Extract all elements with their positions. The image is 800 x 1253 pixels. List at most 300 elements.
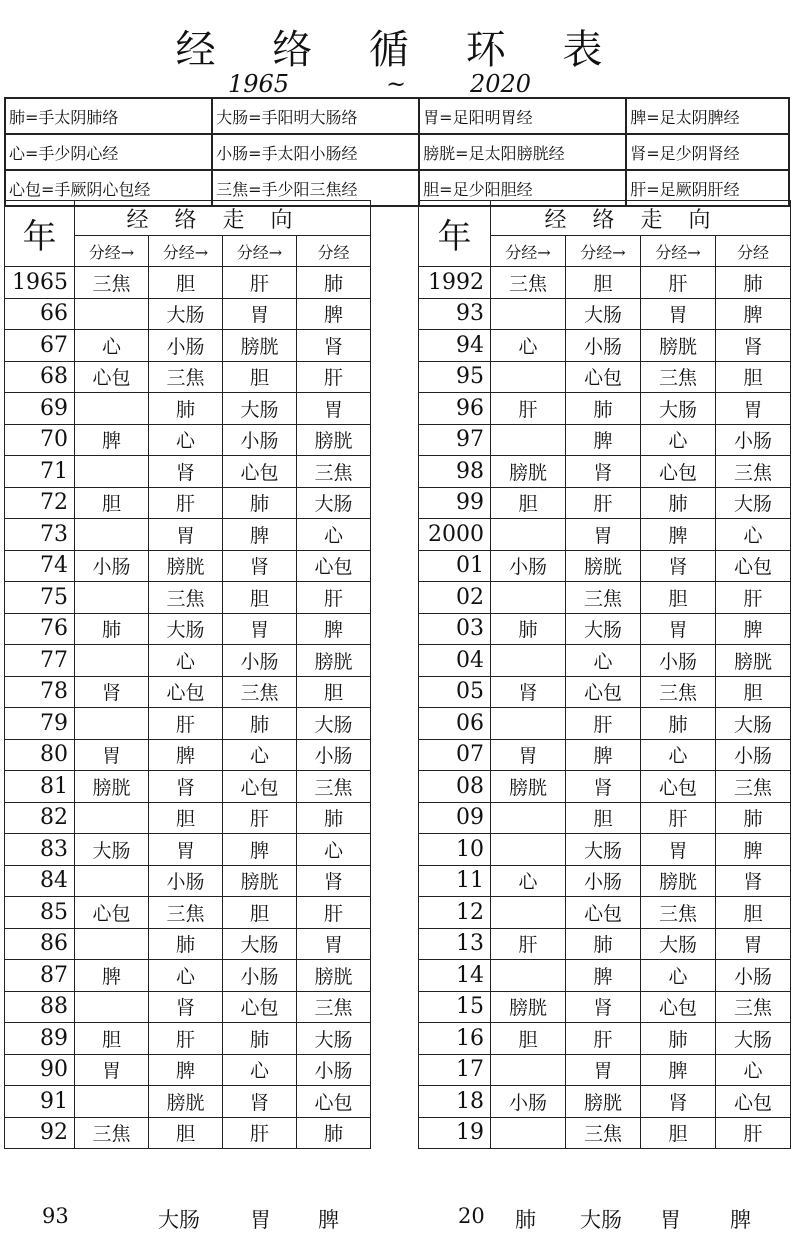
meridian-cell: 大肠 xyxy=(297,708,371,740)
meridian-cell: 胆 xyxy=(75,1023,149,1055)
meridian-cell: 心 xyxy=(297,834,371,866)
year-cell: 81 xyxy=(5,771,75,803)
meridian-cell xyxy=(491,802,566,834)
year-cell: 01 xyxy=(419,550,491,582)
meridian-cell: 胃 xyxy=(566,1054,641,1086)
meridian-cell xyxy=(491,424,566,456)
year-cell: 76 xyxy=(5,613,75,645)
year-cell: 90 xyxy=(5,1054,75,1086)
year-cell: 69 xyxy=(5,393,75,425)
meridian-cell: 肾 xyxy=(566,771,641,803)
meridian-cell: 肝 xyxy=(716,582,791,614)
meridian-cell: 三焦 xyxy=(641,676,716,708)
meridian-cell: 心 xyxy=(223,739,297,771)
meridian-cell: 大肠 xyxy=(223,928,297,960)
meridian-cell: 心包 xyxy=(716,550,791,582)
meridian-cell: 心 xyxy=(641,960,716,992)
sub-header: 分经→ xyxy=(641,236,716,267)
sub-header: 分经→ xyxy=(149,236,223,267)
meridian-cell: 膀胱 xyxy=(297,645,371,677)
meridian-cell: 肝 xyxy=(716,1117,791,1149)
legend-cell: 胃=足阳明胃经 xyxy=(419,98,626,134)
meridian-cell: 心包 xyxy=(297,550,371,582)
year-cell: 72 xyxy=(5,487,75,519)
meridian-cell: 胆 xyxy=(641,582,716,614)
meridian-cell: 膀胱 xyxy=(566,550,641,582)
meridian-cell: 脾 xyxy=(223,834,297,866)
meridian-cell: 胃 xyxy=(641,613,716,645)
table-row xyxy=(419,298,791,330)
year-cell: 77 xyxy=(5,645,75,677)
table-row xyxy=(5,1023,371,1055)
meridian-cell: 肾 xyxy=(297,330,371,362)
meridian-cell: 胆 xyxy=(491,487,566,519)
meridian-cell: 脾 xyxy=(75,424,149,456)
meridian-cell: 脾 xyxy=(566,739,641,771)
table-row xyxy=(5,550,371,582)
table-row xyxy=(5,739,371,771)
table-row xyxy=(419,739,791,771)
table-row xyxy=(419,613,791,645)
footer-cell: 脾 xyxy=(318,1208,339,1232)
table-row xyxy=(419,928,791,960)
meridian-cell: 三焦 xyxy=(75,1117,149,1149)
legend-cell: 大肠=手阳明大肠络 xyxy=(212,98,419,134)
meridian-cell xyxy=(75,456,149,488)
meridian-cell: 胃 xyxy=(75,739,149,771)
meridian-cell: 肝 xyxy=(223,802,297,834)
meridian-cell: 心 xyxy=(716,1054,791,1086)
meridian-cell: 三焦 xyxy=(149,582,223,614)
footer-cell: 大肠 xyxy=(158,1208,200,1232)
year-cell: 93 xyxy=(419,298,491,330)
meridian-cell: 肺 xyxy=(716,267,791,299)
table-row xyxy=(5,456,371,488)
meridian-cell: 肝 xyxy=(297,897,371,929)
meridian-cell: 心包 xyxy=(566,897,641,929)
meridian-cell: 胃 xyxy=(75,1054,149,1086)
meridian-cell xyxy=(491,1054,566,1086)
meridian-cell: 小肠 xyxy=(149,865,223,897)
meridian-cell: 胃 xyxy=(641,298,716,330)
meridian-cell: 三焦 xyxy=(149,897,223,929)
year-cell: 08 xyxy=(419,771,491,803)
meridian-cell: 肾 xyxy=(566,991,641,1023)
meridian-cell: 肺 xyxy=(641,1023,716,1055)
meridian-cell: 膀胱 xyxy=(566,1086,641,1118)
legend-cell: 心包=手厥阴心包经 xyxy=(5,170,212,206)
table-row xyxy=(419,802,791,834)
table-row xyxy=(5,487,371,519)
year-cell: 73 xyxy=(5,519,75,551)
meridian-cell: 心 xyxy=(75,330,149,362)
meridian-cell: 脾 xyxy=(149,1054,223,1086)
meridian-cell: 肺 xyxy=(566,393,641,425)
meridian-cell: 心包 xyxy=(223,456,297,488)
meridian-cell: 三焦 xyxy=(75,267,149,299)
footer-cell: 胃 xyxy=(250,1208,271,1232)
table-row xyxy=(419,267,791,299)
meridian-cell: 三焦 xyxy=(491,267,566,299)
year-cell: 68 xyxy=(5,361,75,393)
meridian-cell: 心 xyxy=(491,330,566,362)
year-cell: 75 xyxy=(5,582,75,614)
meridian-cell: 肺 xyxy=(716,802,791,834)
meridian-cell: 胃 xyxy=(566,519,641,551)
meridian-cell: 肝 xyxy=(223,1117,297,1149)
meridian-cell: 胃 xyxy=(149,519,223,551)
meridian-cell: 胆 xyxy=(75,487,149,519)
table-row xyxy=(419,960,791,992)
meridian-cell: 大肠 xyxy=(149,613,223,645)
year-cell: 82 xyxy=(5,802,75,834)
legend-cell: 膀胱=足太阳膀胱经 xyxy=(419,134,626,170)
meridian-cell: 三焦 xyxy=(223,676,297,708)
year-cell: 74 xyxy=(5,550,75,582)
meridian-cell: 心包 xyxy=(75,361,149,393)
meridian-cell: 小肠 xyxy=(223,960,297,992)
meridian-cell: 肺 xyxy=(223,487,297,519)
meridian-cell: 膀胱 xyxy=(641,330,716,362)
legend-cell: 心=手少阴心经 xyxy=(5,134,212,170)
end-year: 2020 xyxy=(470,70,532,98)
meridian-cell: 小肠 xyxy=(716,424,791,456)
meridian-cell: 肺 xyxy=(491,613,566,645)
year-cell: 15 xyxy=(419,991,491,1023)
meridian-cell xyxy=(75,928,149,960)
table-row xyxy=(5,802,371,834)
meridian-cell xyxy=(491,1117,566,1149)
footer-cell: 脾 xyxy=(730,1208,751,1232)
meridian-cell xyxy=(491,960,566,992)
meridian-cell: 肝 xyxy=(641,267,716,299)
table-row xyxy=(5,1086,371,1118)
meridian-cell: 膀胱 xyxy=(716,645,791,677)
table-row xyxy=(419,361,791,393)
table-row xyxy=(419,487,791,519)
meridian-cell: 肾 xyxy=(491,676,566,708)
table-row xyxy=(5,708,371,740)
year-cell: 16 xyxy=(419,1023,491,1055)
meridian-cell: 大肠 xyxy=(566,834,641,866)
meridian-cell: 胆 xyxy=(149,802,223,834)
meridian-cell: 心 xyxy=(149,424,223,456)
meridian-cell: 膀胱 xyxy=(491,456,566,488)
meridian-cell: 小肠 xyxy=(566,865,641,897)
meridian-cell: 小肠 xyxy=(297,1054,371,1086)
table-row xyxy=(5,771,371,803)
table-row xyxy=(5,1117,371,1149)
legend-cell: 小肠=手太阳小肠经 xyxy=(212,134,419,170)
year-cell: 07 xyxy=(419,739,491,771)
meridian-cell: 大肠 xyxy=(641,928,716,960)
year-cell: 13 xyxy=(419,928,491,960)
meridian-cell: 胃 xyxy=(716,393,791,425)
meridian-cell: 膀胱 xyxy=(223,865,297,897)
meridian-cell: 心包 xyxy=(149,676,223,708)
meridian-cell: 大肠 xyxy=(297,1023,371,1055)
meridian-cell xyxy=(75,582,149,614)
meridian-cell: 小肠 xyxy=(641,645,716,677)
meridian-legend xyxy=(4,97,790,207)
meridian-cell: 脾 xyxy=(716,834,791,866)
meridian-cell: 肝 xyxy=(149,708,223,740)
year-cell: 98 xyxy=(419,456,491,488)
table-row xyxy=(419,1054,791,1086)
meridian-cell: 心 xyxy=(223,1054,297,1086)
year-cell: 97 xyxy=(419,424,491,456)
meridian-cell: 肝 xyxy=(491,928,566,960)
meridian-cell: 脾 xyxy=(297,613,371,645)
footer-cell: 大肠 xyxy=(580,1208,622,1232)
table-row xyxy=(5,582,371,614)
meridian-cell: 胆 xyxy=(716,361,791,393)
meridian-cell: 胃 xyxy=(491,739,566,771)
meridian-cell: 胃 xyxy=(716,928,791,960)
sub-header: 分经→ xyxy=(75,236,149,267)
table-row xyxy=(419,771,791,803)
meridian-cell: 肾 xyxy=(641,550,716,582)
table-row xyxy=(419,456,791,488)
flow-header: 经络走向 xyxy=(491,201,791,236)
table-row xyxy=(5,928,371,960)
year-cell: 17 xyxy=(419,1054,491,1086)
year-cell: 67 xyxy=(5,330,75,362)
meridian-cell xyxy=(491,582,566,614)
meridian-cell: 胆 xyxy=(223,582,297,614)
table-row xyxy=(5,991,371,1023)
meridian-cell: 心包 xyxy=(641,456,716,488)
meridian-cell: 胆 xyxy=(716,676,791,708)
start-year: 1965 xyxy=(228,70,290,98)
meridian-cell: 胆 xyxy=(566,802,641,834)
table-row xyxy=(5,361,371,393)
year-cell: 92 xyxy=(5,1117,75,1149)
meridian-cell: 肾 xyxy=(223,1086,297,1118)
meridian-cell: 大肠 xyxy=(641,393,716,425)
legend-cell: 胆=足少阳胆经 xyxy=(419,170,626,206)
year-cell: 85 xyxy=(5,897,75,929)
meridian-cell: 肺 xyxy=(297,802,371,834)
meridian-cell xyxy=(491,519,566,551)
meridian-cell xyxy=(75,802,149,834)
meridian-cell: 肾 xyxy=(641,1086,716,1118)
meridian-cell: 肾 xyxy=(149,771,223,803)
year-cell: 84 xyxy=(5,865,75,897)
meridian-cell: 大肠 xyxy=(566,298,641,330)
meridian-cell: 小肠 xyxy=(716,739,791,771)
meridian-cell: 小肠 xyxy=(566,330,641,362)
meridian-cell xyxy=(75,393,149,425)
meridian-cell xyxy=(75,708,149,740)
year-cell: 06 xyxy=(419,708,491,740)
meridian-cell: 心包 xyxy=(75,897,149,929)
meridian-cell: 小肠 xyxy=(223,645,297,677)
meridian-cell: 肝 xyxy=(149,1023,223,1055)
meridian-cell: 心包 xyxy=(297,1086,371,1118)
meridian-cell: 心包 xyxy=(223,991,297,1023)
year-cell: 91 xyxy=(5,1086,75,1118)
sub-header: 分经 xyxy=(716,236,791,267)
meridian-cell: 膀胱 xyxy=(297,960,371,992)
meridian-cell: 脾 xyxy=(641,1054,716,1086)
year-cell: 95 xyxy=(419,361,491,393)
legend-cell: 肝=足厥阴肝经 xyxy=(626,170,789,206)
meridian-cell: 小肠 xyxy=(297,739,371,771)
meridian-cell: 肝 xyxy=(566,487,641,519)
meridian-cell: 胆 xyxy=(223,361,297,393)
meridian-cell: 脾 xyxy=(223,519,297,551)
meridian-cell: 心 xyxy=(641,739,716,771)
table-row xyxy=(5,960,371,992)
table-row xyxy=(419,834,791,866)
meridian-cell: 脾 xyxy=(75,960,149,992)
meridian-cell: 胆 xyxy=(223,897,297,929)
year-cell: 04 xyxy=(419,645,491,677)
table-row xyxy=(5,865,371,897)
table-row xyxy=(419,676,791,708)
meridian-cell: 三焦 xyxy=(566,1117,641,1149)
meridian-cell: 大肠 xyxy=(75,834,149,866)
year-cell: 86 xyxy=(5,928,75,960)
meridian-cell: 肺 xyxy=(149,928,223,960)
meridian-cell: 脾 xyxy=(641,519,716,551)
meridian-cell: 三焦 xyxy=(641,361,716,393)
sub-header: 分经→ xyxy=(566,236,641,267)
year-cell: 19 xyxy=(419,1117,491,1149)
table-row xyxy=(419,991,791,1023)
year-range xyxy=(0,70,800,98)
meridian-cell: 心 xyxy=(716,519,791,551)
table-row xyxy=(419,424,791,456)
meridian-cell: 心 xyxy=(566,645,641,677)
meridian-cell: 大肠 xyxy=(716,487,791,519)
meridian-cell: 肺 xyxy=(566,928,641,960)
sub-header: 分经→ xyxy=(491,236,566,267)
meridian-cell: 大肠 xyxy=(716,1023,791,1055)
table-row xyxy=(419,645,791,677)
year-cell: 80 xyxy=(5,739,75,771)
year-cell: 11 xyxy=(419,865,491,897)
meridian-cell: 膀胱 xyxy=(491,771,566,803)
table-row xyxy=(419,865,791,897)
meridian-cell: 肾 xyxy=(149,991,223,1023)
year-cell: 14 xyxy=(419,960,491,992)
meridian-cell: 肺 xyxy=(297,1117,371,1149)
meridian-cell: 肾 xyxy=(75,676,149,708)
meridian-cell: 大肠 xyxy=(149,298,223,330)
meridian-cell: 肝 xyxy=(566,1023,641,1055)
meridian-cell: 胆 xyxy=(491,1023,566,1055)
table-row xyxy=(419,393,791,425)
meridian-cell: 小肠 xyxy=(149,330,223,362)
meridian-cell: 肝 xyxy=(297,361,371,393)
meridian-cell: 心 xyxy=(149,645,223,677)
table-body-left xyxy=(5,267,371,1149)
table-row xyxy=(5,676,371,708)
table-row xyxy=(5,834,371,866)
meridian-cell: 胆 xyxy=(641,1117,716,1149)
meridian-cell xyxy=(75,298,149,330)
meridian-cell: 肝 xyxy=(566,708,641,740)
meridian-cell: 小肠 xyxy=(716,960,791,992)
meridian-cell: 胃 xyxy=(149,834,223,866)
year-cell: 96 xyxy=(419,393,491,425)
year-cell: 10 xyxy=(419,834,491,866)
year-cell: 71 xyxy=(5,456,75,488)
table-row xyxy=(419,1023,791,1055)
year-cell: 99 xyxy=(419,487,491,519)
table-row xyxy=(419,519,791,551)
sub-header: 分经→ xyxy=(223,236,297,267)
footer-cell: 胃 xyxy=(660,1208,681,1232)
meridian-cell: 胆 xyxy=(297,676,371,708)
meridian-cell: 肾 xyxy=(716,330,791,362)
meridian-cell: 大肠 xyxy=(223,393,297,425)
year-cell: 89 xyxy=(5,1023,75,1055)
meridian-cell: 肝 xyxy=(491,393,566,425)
meridian-cell: 肝 xyxy=(641,802,716,834)
table-row xyxy=(5,424,371,456)
table-row xyxy=(5,897,371,929)
meridian-cell: 小肠 xyxy=(491,1086,566,1118)
table-row xyxy=(5,1054,371,1086)
year-cell: 03 xyxy=(419,613,491,645)
meridian-cell xyxy=(75,991,149,1023)
year-cell: 70 xyxy=(5,424,75,456)
table-row xyxy=(419,550,791,582)
meridian-cell: 肺 xyxy=(641,487,716,519)
meridian-cell: 肺 xyxy=(149,393,223,425)
meridian-cell: 膀胱 xyxy=(641,865,716,897)
year-cell: 12 xyxy=(419,897,491,929)
footer-year-left: 93 xyxy=(42,1204,69,1228)
year-cell: 1992 xyxy=(419,267,491,299)
meridian-table-left xyxy=(4,200,371,1149)
meridian-cell: 肝 xyxy=(223,267,297,299)
table-body-right xyxy=(419,267,791,1149)
meridian-cell: 胃 xyxy=(297,928,371,960)
meridian-cell: 肺 xyxy=(297,267,371,299)
table-row xyxy=(419,1117,791,1149)
meridian-cell xyxy=(75,519,149,551)
meridian-cell: 胆 xyxy=(716,897,791,929)
meridian-cell: 脾 xyxy=(149,739,223,771)
meridian-cell xyxy=(75,645,149,677)
meridian-cell: 脾 xyxy=(297,298,371,330)
meridian-cell: 三焦 xyxy=(566,582,641,614)
meridian-cell: 胆 xyxy=(149,267,223,299)
meridian-cell: 肺 xyxy=(641,708,716,740)
meridian-cell: 三焦 xyxy=(641,897,716,929)
table-row xyxy=(5,330,371,362)
meridian-cell: 心包 xyxy=(566,676,641,708)
meridian-cell: 心 xyxy=(297,519,371,551)
meridian-cell: 脾 xyxy=(716,298,791,330)
meridian-cell: 肺 xyxy=(223,708,297,740)
meridian-cell xyxy=(75,1086,149,1118)
year-cell: 87 xyxy=(5,960,75,992)
meridian-cell: 胆 xyxy=(566,267,641,299)
legend-cell: 脾=足太阴脾经 xyxy=(626,98,789,134)
meridian-cell: 胃 xyxy=(223,613,297,645)
year-header: 年 xyxy=(5,201,75,267)
table-row xyxy=(419,1086,791,1118)
year-cell: 2000 xyxy=(419,519,491,551)
meridian-cell xyxy=(491,298,566,330)
table-row xyxy=(5,393,371,425)
meridian-cell xyxy=(491,645,566,677)
